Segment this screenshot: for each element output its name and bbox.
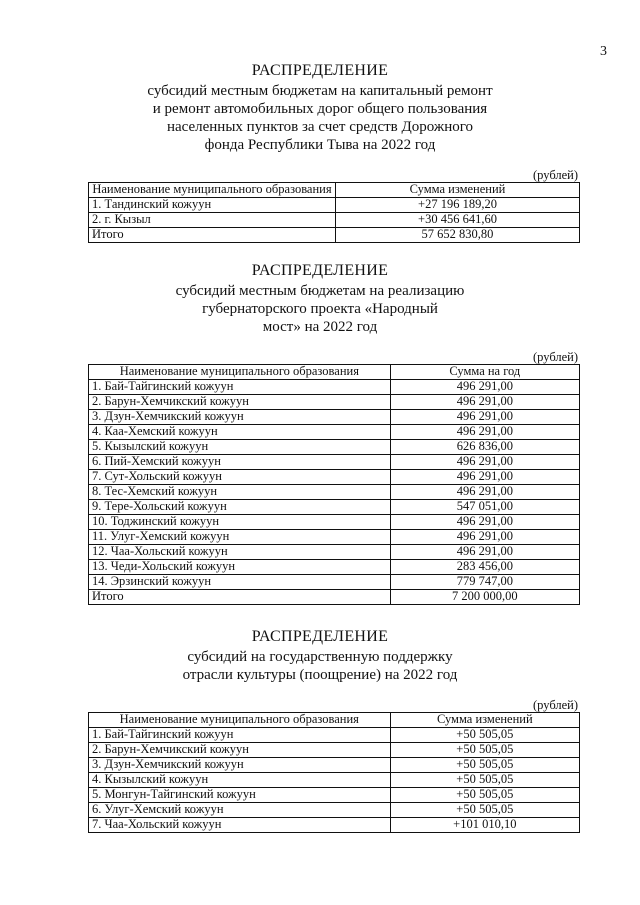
table-row	[89, 515, 580, 530]
row-amount: +50 505,05	[390, 788, 579, 803]
row-amount: 626 836,00	[390, 440, 579, 455]
column-header-amount: Сумма изменений	[390, 713, 579, 728]
row-municipality-name: 6. Пий-Хемский кожуун	[89, 455, 391, 470]
row-municipality-name: 2. г. Кызыл	[89, 213, 336, 228]
section-2-subtitle-line: мост» на 2022 год	[262, 319, 378, 335]
table-row	[89, 485, 580, 500]
section-2-subtitle-line: губернаторского проекта «Народный	[202, 301, 438, 317]
row-municipality-name: 6. Улуг-Хемский кожуун	[89, 803, 391, 818]
table-row	[89, 803, 580, 818]
row-amount: 496 291,00	[390, 380, 579, 395]
row-municipality-name: Итого	[89, 590, 391, 605]
row-amount: 496 291,00	[390, 485, 579, 500]
row-amount: +50 505,05	[390, 803, 579, 818]
section-2-subtitle-line: субсидий местным бюджетам на реализацию	[175, 283, 465, 299]
column-header-name: Наименование муниципального образования	[89, 365, 391, 380]
section-1-table	[88, 182, 580, 243]
section-3-table	[88, 712, 580, 833]
row-amount: +101 010,10	[390, 818, 579, 833]
table-row	[89, 773, 580, 788]
row-amount: 496 291,00	[390, 395, 579, 410]
table-header-row	[89, 365, 580, 380]
section-1-subtitle-line: населенных пунктов за счет средств Дорожного	[166, 119, 474, 135]
section-3-heading	[0, 628, 640, 684]
table-row	[89, 198, 580, 213]
row-amount: +50 505,05	[390, 758, 579, 773]
table-row	[89, 728, 580, 743]
column-header-amount: Сумма изменений	[335, 183, 579, 198]
table-header-row	[89, 713, 580, 728]
section-2-heading	[0, 262, 640, 336]
table-row	[89, 560, 580, 575]
section-3-subtitle-line: субсидий на государственную поддержку	[187, 649, 453, 665]
row-municipality-name: 7. Чаа-Хольский кожуун	[89, 818, 391, 833]
section-3-subtitle-line: отрасли культуры (поощрение) на 2022 год	[182, 667, 458, 683]
row-amount: +50 505,05	[390, 743, 579, 758]
table-row	[89, 228, 580, 243]
table-header-row	[89, 183, 580, 198]
row-municipality-name: Итого	[89, 228, 336, 243]
row-amount: 283 456,00	[390, 560, 579, 575]
row-municipality-name: 11. Улуг-Хемский кожуун	[89, 530, 391, 545]
row-municipality-name: 7. Сут-Хольский кожуун	[89, 470, 391, 485]
row-municipality-name: 9. Тере-Хольский кожуун	[89, 500, 391, 515]
section-3-title: РАСПРЕДЕЛЕНИЕ	[251, 628, 389, 645]
section-1-subtitle-line: и ремонт автомобильных дорог общего пользования	[152, 101, 488, 117]
row-municipality-name: 5. Кызылский кожуун	[89, 440, 391, 455]
section-2-table-body	[89, 380, 580, 605]
row-municipality-name: 1. Бай-Тайгинский кожуун	[89, 728, 391, 743]
column-header-name: Наименование муниципального образования	[89, 713, 391, 728]
table-row	[89, 380, 580, 395]
column-header-amount: Сумма на год	[390, 365, 579, 380]
row-municipality-name: 3. Дзун-Хемчикский кожуун	[89, 758, 391, 773]
row-amount: 547 051,00	[390, 500, 579, 515]
row-amount: +50 505,05	[390, 728, 579, 743]
table-row	[89, 440, 580, 455]
row-municipality-name: 12. Чаа-Хольский кожуун	[89, 545, 391, 560]
table-row	[89, 213, 580, 228]
row-municipality-name: 2. Барун-Хемчикский кожуун	[89, 743, 391, 758]
table-row	[89, 545, 580, 560]
table-row	[89, 500, 580, 515]
section-1-title: РАСПРЕДЕЛЕНИЕ	[251, 62, 389, 79]
row-amount: +30 456 641,60	[335, 213, 579, 228]
row-municipality-name: 8. Тес-Хемский кожуун	[89, 485, 391, 500]
section-3-unit: (рублей)	[533, 698, 579, 712]
table-row	[89, 425, 580, 440]
table-row	[89, 743, 580, 758]
section-1-table-body	[89, 198, 580, 243]
table-row	[89, 470, 580, 485]
section-1-subtitle-line: фонда Республики Тыва на 2022 год	[204, 137, 436, 153]
section-2-table	[88, 364, 580, 605]
row-amount: 496 291,00	[390, 425, 579, 440]
table-row	[89, 788, 580, 803]
row-amount: 496 291,00	[390, 410, 579, 425]
row-amount: 779 747,00	[390, 575, 579, 590]
table-row	[89, 590, 580, 605]
section-2-title: РАСПРЕДЕЛЕНИЕ	[251, 262, 389, 279]
row-amount: 7 200 000,00	[390, 590, 579, 605]
row-municipality-name: 4. Каа-Хемский кожуун	[89, 425, 391, 440]
row-amount: +50 505,05	[390, 773, 579, 788]
section-1-subtitle-line: субсидий местным бюджетам на капитальный ремонт	[147, 83, 493, 99]
row-amount: 496 291,00	[390, 515, 579, 530]
section-2-unit: (рублей)	[533, 350, 579, 364]
row-municipality-name: 1. Тандинский кожуун	[89, 198, 336, 213]
row-amount: 496 291,00	[390, 470, 579, 485]
row-amount: 496 291,00	[390, 530, 579, 545]
row-municipality-name: 2. Барун-Хемчикский кожуун	[89, 395, 391, 410]
row-municipality-name: 4. Кызылский кожуун	[89, 773, 391, 788]
table-row	[89, 758, 580, 773]
row-amount: 57 652 830,80	[335, 228, 579, 243]
row-municipality-name: 3. Дзун-Хемчикский кожуун	[89, 410, 391, 425]
page-number: 3	[600, 44, 607, 59]
row-municipality-name: 5. Монгун-Тайгинский кожуун	[89, 788, 391, 803]
section-1-unit: (рублей)	[533, 168, 579, 182]
table-row	[89, 410, 580, 425]
row-municipality-name: 14. Эрзинский кожуун	[89, 575, 391, 590]
row-amount: +27 196 189,20	[335, 198, 579, 213]
table-row	[89, 818, 580, 833]
row-municipality-name: 13. Чеди-Хольский кожуун	[89, 560, 391, 575]
section-3-table-body	[89, 728, 580, 833]
table-row	[89, 530, 580, 545]
row-municipality-name: 10. Тоджинский кожуун	[89, 515, 391, 530]
row-amount: 496 291,00	[390, 545, 579, 560]
row-municipality-name: 1. Бай-Тайгинский кожуун	[89, 380, 391, 395]
row-amount: 496 291,00	[390, 455, 579, 470]
table-row	[89, 575, 580, 590]
column-header-name: Наименование муниципального образования	[89, 183, 336, 198]
table-row	[89, 455, 580, 470]
table-row	[89, 395, 580, 410]
section-1-heading	[0, 62, 640, 154]
